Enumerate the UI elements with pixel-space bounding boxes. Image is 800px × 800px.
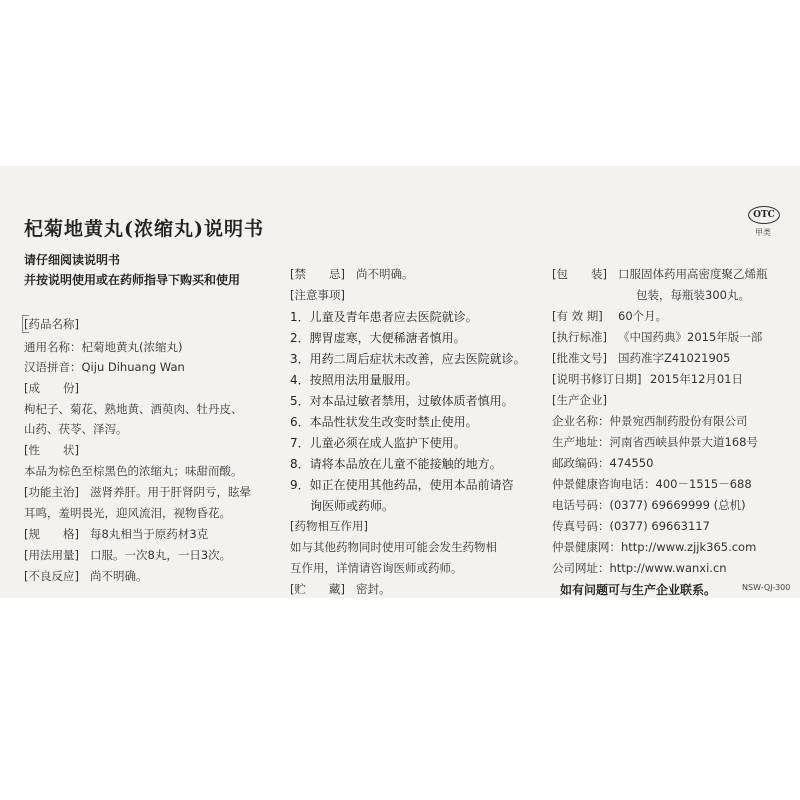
pinyin-name: 汉语拼音：Qiju Dihuang Wan: [24, 360, 185, 374]
properties-text: 本品为棕色至棕黑色的浓缩丸；味甜而酸。: [24, 464, 243, 478]
leaflet-title: 杞菊地黄丸(浓缩丸)说明书: [24, 218, 264, 240]
read-notice: 请仔细阅读说明书: [24, 253, 121, 267]
properties-header: [性 状]: [24, 443, 79, 457]
validity-text: 60个月。: [618, 309, 668, 323]
precaution-item: 5．对本品过敏者禁用，过敏体质者慎用。: [290, 394, 514, 408]
standard-text: 《中国药典》2015年版一部: [618, 330, 763, 344]
validity-header: [有 效 期]: [552, 309, 603, 323]
indications-line-2: 耳鸣，羞明畏光，迎风流泪，视物昏花。: [24, 506, 231, 520]
storage-text: 密封。: [356, 582, 391, 596]
approval-text: 国药准字Z41021905: [618, 351, 731, 365]
revision-text: 2015年12月01日: [650, 372, 744, 386]
adverse-text: 尚不明确。: [90, 569, 148, 583]
precaution-item: 6．本品性状发生改变时禁止使用。: [290, 415, 478, 429]
health-website: 仲景健康网：http://www.zjjk365.com: [552, 540, 757, 554]
dosage-text: 口服。一次8丸，一日3次。: [90, 548, 232, 562]
otc-badge: OTC: [748, 206, 780, 224]
dosage-header: [用法用量]: [24, 548, 79, 562]
hotline: 仲景健康咨询电话：400－1515－688: [552, 477, 752, 491]
precaution-item: 7．儿童必须在成人监护下使用。: [290, 436, 466, 450]
precaution-item: 9．如正在使用其他药品，使用本品前请咨: [290, 478, 514, 492]
spec-text: 每8丸相当于原药材3克: [90, 527, 209, 541]
package-header: [包 装]: [552, 267, 607, 281]
generic-name: 通用名称：杞菊地黄丸(浓缩丸): [24, 340, 183, 354]
ingredients-header: [成 份]: [24, 381, 79, 395]
company-header: [生产企业]: [552, 393, 607, 407]
company-website: 公司网址：http://www.wanxi.cn: [552, 561, 727, 575]
ingredients-line-1: 枸杞子、菊花、熟地黄、酒萸肉、牡丹皮、: [24, 402, 243, 416]
company-name: 企业名称：仲景宛西制药股份有限公司: [552, 414, 748, 428]
indications-header: [功能主治]: [24, 485, 79, 499]
otc-class-label: 甲类: [755, 228, 771, 237]
postal-code: 邮政编码：474550: [552, 456, 654, 470]
contraindications-header: [禁 忌]: [290, 267, 345, 281]
document-code: NSW-QJ-300: [742, 583, 791, 592]
precaution-item: 3．用药二周后症状未改善，应去医院就诊。: [290, 352, 526, 366]
interactions-line-2: 互作用，详情请咨询医师或药师。: [290, 561, 463, 575]
storage-header: [贮 藏]: [290, 582, 345, 596]
precaution-item: 4．按照用法用量服用。: [290, 373, 418, 387]
precaution-item: 2．脾胃虚寒，大便稀溏者慎用。: [290, 331, 466, 345]
indications-line-1: 滋肾养肝。用于肝肾阴亏，眩晕: [90, 485, 251, 499]
usage-notice: 并按说明使用或在药师指导下购买和使用: [24, 273, 241, 287]
precaution-item: 1．儿童及青年患者应去医院就诊。: [290, 310, 478, 324]
package-line-2: 包装，每瓶装300丸。: [636, 288, 750, 302]
fax-number: 传真号码：(0377) 69663117: [552, 519, 710, 533]
contact-note: 如有问题可与生产企业联系。: [560, 583, 717, 597]
phone-number: 电话号码：(0377) 69669999 (总机): [552, 498, 746, 512]
interactions-header: [药物相互作用]: [290, 519, 368, 533]
interactions-line-1: 如与其他药物同时使用可能会发生药物相: [290, 540, 497, 554]
standard-header: [执行标准]: [552, 330, 607, 344]
spec-header: [规 格]: [24, 527, 79, 541]
precautions-header: [注意事项]: [290, 288, 345, 302]
contraindications-text: 尚不明确。: [356, 267, 414, 281]
precaution-item: 8．请将本品放在儿童不能接触的地方。: [290, 457, 502, 471]
company-address: 生产地址：河南省西峡县仲景大道168号: [552, 435, 758, 449]
precaution-item: 询医师或药师。: [310, 499, 395, 513]
drug-name-header: [药品名称]: [24, 317, 79, 331]
ingredients-line-2: 山药、茯苓、泽泻。: [24, 422, 128, 436]
package-line-1: 口服固体药用高密度聚乙烯瓶: [618, 267, 768, 281]
revision-header: [说明书修订日期]: [552, 372, 642, 386]
adverse-header: [不良反应]: [24, 569, 79, 583]
approval-header: [批准文号]: [552, 351, 607, 365]
